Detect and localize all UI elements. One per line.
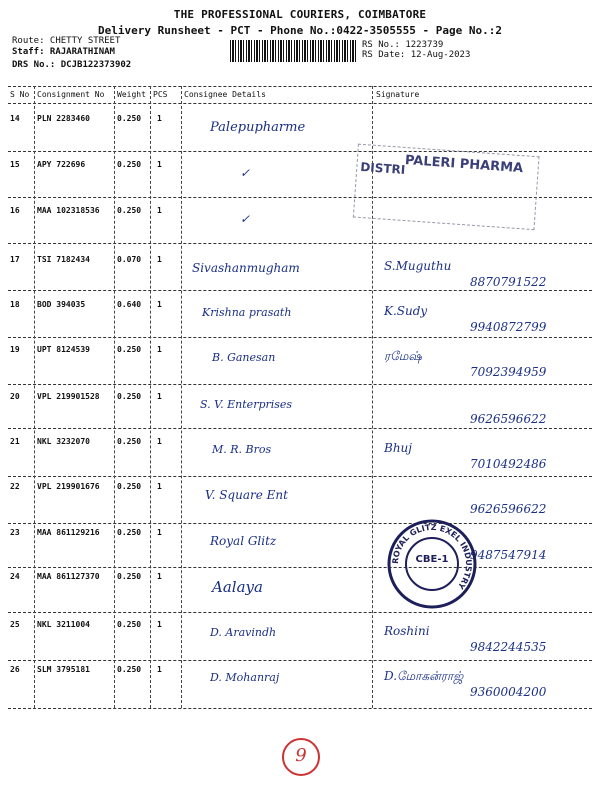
row-phone: 9360004200 — [470, 685, 547, 699]
row-divider — [8, 428, 592, 429]
col-header-pcs: PCS — [153, 90, 168, 99]
column-divider — [34, 86, 35, 708]
row-sno: 19 — [10, 345, 20, 354]
row-weight: 0.250 — [117, 392, 142, 401]
row-signature: S.Muguthu — [384, 259, 452, 273]
row-consignee: Royal Glitz — [210, 534, 277, 548]
table-top-rule — [8, 86, 592, 87]
row-phone: 9626596622 — [470, 502, 547, 516]
row-divider — [8, 612, 592, 613]
row-weight: 0.250 — [117, 572, 142, 581]
row-sno: 15 — [10, 160, 20, 169]
row-weight: 0.250 — [117, 437, 142, 446]
row-consignee: Sivashanmugham — [192, 261, 300, 275]
row-divider — [8, 523, 592, 524]
row-consignment-no: SLM 3795181 — [37, 665, 90, 674]
row-weight: 0.250 — [117, 482, 142, 491]
row-consignment-no: PLN 2283460 — [37, 114, 90, 123]
column-divider — [181, 86, 182, 708]
row-signature: D.மோகன்ராஜ் — [384, 669, 464, 683]
col-header-sno: S No — [10, 90, 30, 99]
rs-date: RS Date: 12-Aug-2023 — [362, 50, 471, 60]
row-weight: 0.250 — [117, 345, 142, 354]
row-sno: 22 — [10, 482, 20, 491]
row-consignee: S. V. Enterprises — [200, 398, 293, 411]
svg-text:CBE-1: CBE-1 — [415, 554, 449, 565]
row-pcs: 1 — [157, 620, 162, 629]
row-consignee: B. Ganesan — [212, 351, 276, 364]
row-consignment-no: NKL 3232070 — [37, 437, 90, 446]
row-weight: 0.070 — [117, 255, 142, 264]
row-consignment-no: MAA 861129216 — [37, 528, 100, 537]
row-pcs: 1 — [157, 392, 162, 401]
row-signature: ரமேஷ் — [384, 349, 422, 363]
row-divider — [8, 567, 592, 568]
row-consignee: Palepupharme — [210, 120, 306, 135]
row-sno: 20 — [10, 392, 20, 401]
svg-text:ROYAL GLITZ EXEL INDUSTRY: ROYAL GLITZ EXEL INDUSTRY — [390, 522, 474, 591]
row-divider — [8, 243, 592, 244]
row-signature: Roshini — [384, 624, 430, 638]
row-sno: 16 — [10, 206, 20, 215]
row-phone: 9842244535 — [470, 640, 547, 654]
row-sno: 24 — [10, 572, 20, 581]
row-phone: 7092394959 — [470, 365, 547, 379]
row-signature: K.Sudy — [384, 304, 428, 318]
row-weight: 0.250 — [117, 528, 142, 537]
row-consignment-no: NKL 3211004 — [37, 620, 90, 629]
row-phone: 7010492486 — [470, 457, 547, 471]
row-pcs: 1 — [157, 206, 162, 215]
row-pcs: 1 — [157, 345, 162, 354]
row-divider — [8, 384, 592, 385]
row-sno: 17 — [10, 255, 20, 264]
row-consignee: Krishna prasath — [202, 306, 292, 319]
row-sno: 21 — [10, 437, 20, 446]
row-weight: 0.250 — [117, 160, 142, 169]
row-consignment-no: TSI 7182434 — [37, 255, 90, 264]
header-bottom-rule — [8, 103, 592, 104]
row-consignee: ✓ — [240, 212, 251, 226]
column-divider — [150, 86, 151, 708]
col-header-weight: Weight — [117, 90, 146, 99]
row-consignment-no: MAA 861127370 — [37, 572, 100, 581]
rs-number: RS No.: 1223739 — [362, 40, 444, 50]
row-phone: 9940872799 — [470, 320, 547, 334]
row-divider — [8, 151, 592, 152]
row-consignment-no: APY 722696 — [37, 160, 86, 169]
barcode-image — [230, 40, 358, 62]
column-divider — [114, 86, 115, 708]
row-signature: Bhuj — [384, 441, 412, 455]
row-sno: 23 — [10, 528, 20, 537]
row-divider — [8, 337, 592, 338]
row-pcs: 1 — [157, 572, 162, 581]
row-consignee: D. Mohanraj — [210, 671, 280, 684]
row-divider — [8, 660, 592, 661]
row-consignment-no: UPT 8124539 — [37, 345, 90, 354]
row-divider — [8, 476, 592, 477]
row-sno: 26 — [10, 665, 20, 674]
row-pcs: 1 — [157, 255, 162, 264]
row-consignee: ✓ — [240, 166, 251, 180]
row-phone: 8870791522 — [470, 275, 547, 289]
row-sno: 25 — [10, 620, 20, 629]
row-consignee: V. Square Ent — [205, 488, 288, 502]
royal-glitz-stamp — [386, 518, 478, 610]
row-divider — [8, 708, 592, 709]
row-pcs: 1 — [157, 528, 162, 537]
row-consignee: D. Aravindh — [210, 626, 277, 639]
row-consignee: M. R. Bros — [212, 443, 272, 456]
row-consignment-no: BOD 394035 — [37, 300, 86, 309]
row-phone: 9487547914 — [470, 548, 547, 562]
staff-label: Staff: RAJARATHINAM — [12, 47, 115, 57]
row-weight: 0.250 — [117, 665, 142, 674]
row-sno: 18 — [10, 300, 20, 309]
row-pcs: 1 — [157, 665, 162, 674]
row-divider — [8, 290, 592, 291]
row-pcs: 1 — [157, 437, 162, 446]
col-header-consignment: Consignment No — [37, 90, 105, 99]
row-consignment-no: VPL 219901676 — [37, 482, 100, 491]
row-weight: 0.250 — [117, 114, 142, 123]
col-header-consignee: Consignee Details — [184, 90, 266, 99]
route-label: Route: CHETTY STREET — [12, 36, 121, 46]
row-consignment-no: VPL 219901528 — [37, 392, 100, 401]
row-weight: 0.250 — [117, 206, 142, 215]
paleri-pharma-stamp: PALERI PHARMA DISTRI — [352, 144, 542, 237]
drs-number: DRS No.: DCJB122373902 — [12, 60, 132, 70]
runsheet-title: THE PROFESSIONAL COURIERS, COIMBATORE — [173, 8, 427, 21]
row-phone: 9626596622 — [470, 412, 547, 426]
col-header-signature: Signature — [376, 90, 420, 99]
row-weight: 0.640 — [117, 300, 142, 309]
row-pcs: 1 — [157, 482, 162, 491]
runsheet-subtitle: Delivery Runsheet - PCT - Phone No.:0422-3505555 - Page No.:2 — [98, 24, 502, 37]
row-weight: 0.250 — [117, 620, 142, 629]
row-pcs: 1 — [157, 114, 162, 123]
row-pcs: 1 — [157, 300, 162, 309]
row-pcs: 1 — [157, 160, 162, 169]
page-number-mark: 9 — [282, 738, 320, 776]
row-consignee: Aalaya — [212, 578, 263, 596]
row-consignment-no: MAA 102318536 — [37, 206, 100, 215]
row-sno: 14 — [10, 114, 20, 123]
